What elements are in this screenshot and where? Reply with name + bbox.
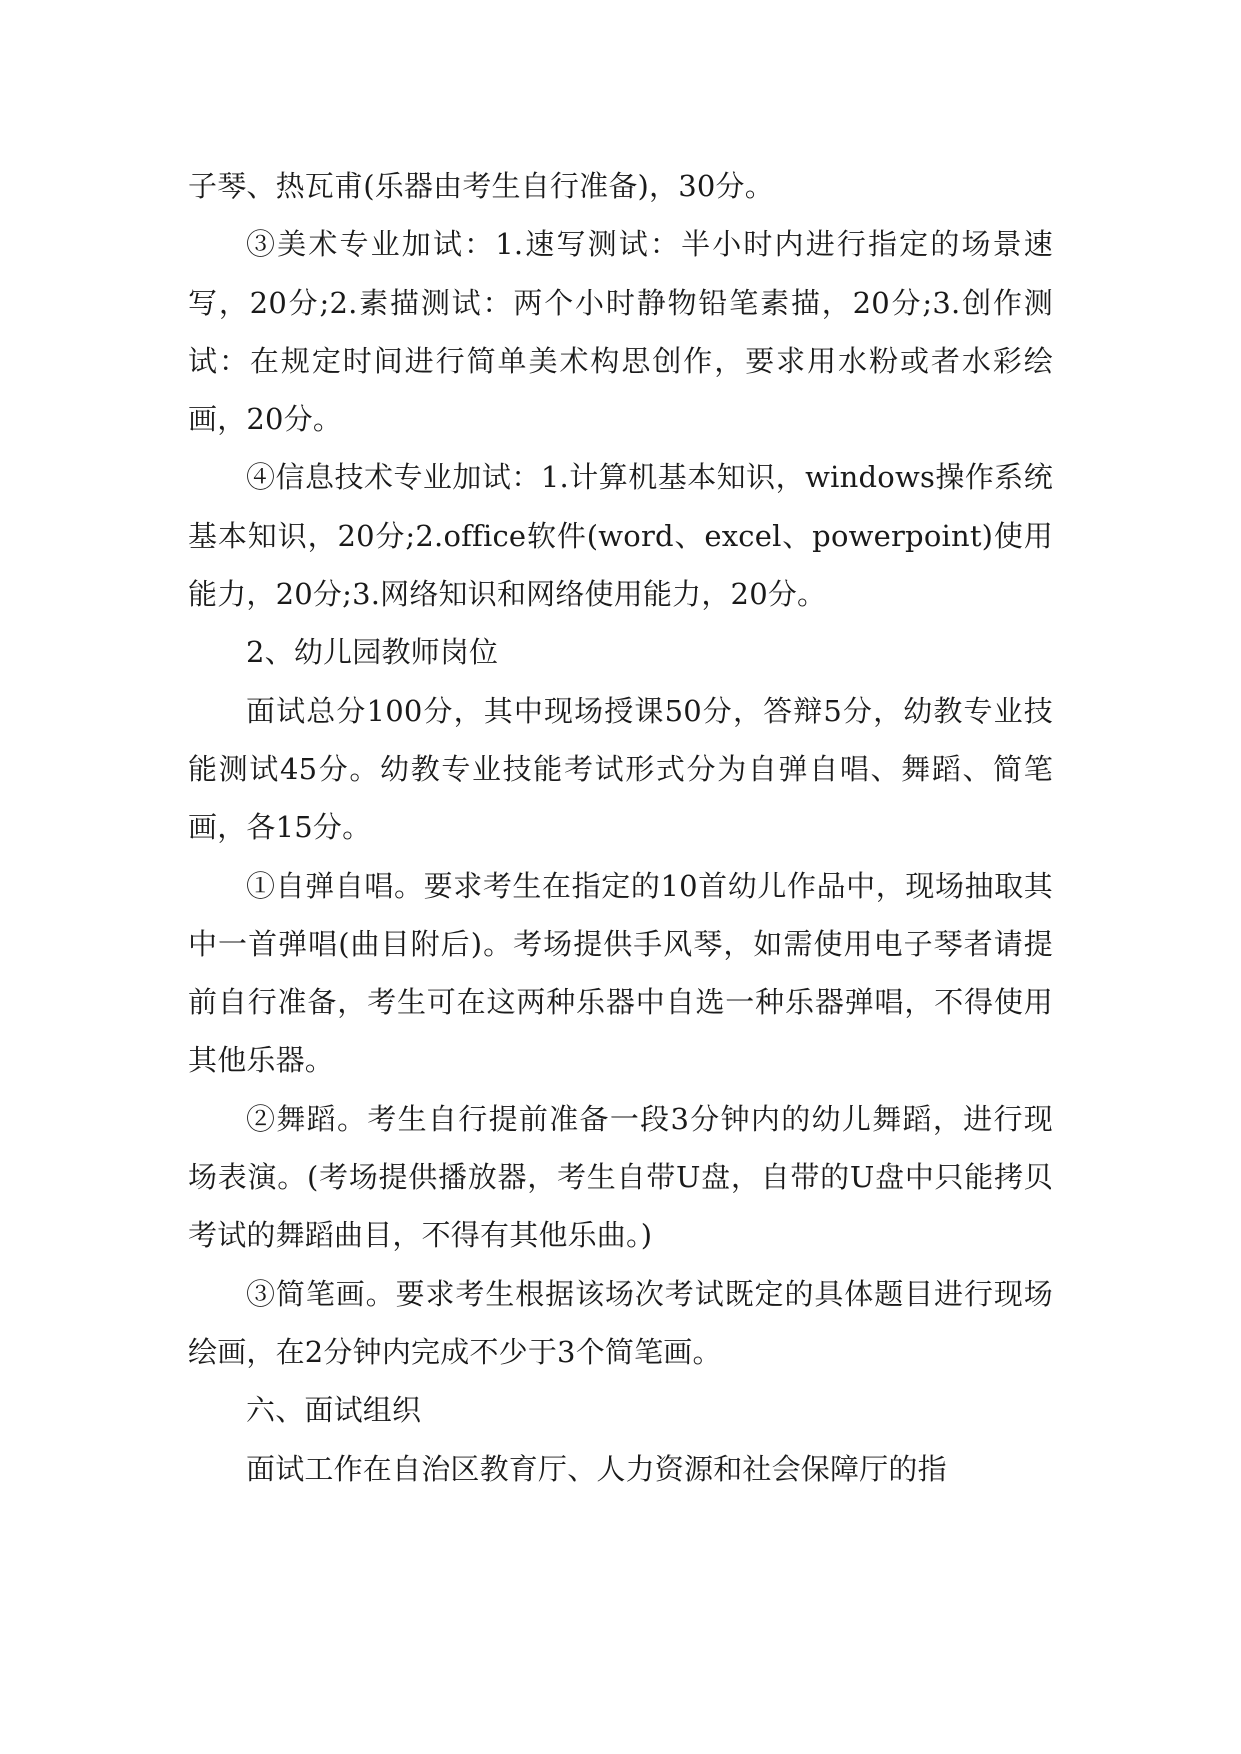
paragraph-8: ③简笔画。要求考生根据该场次考试既定的具体题目进行现场绘画，在2分钟内完成不少于3个简笔画。 [188,1276,1053,1369]
document-body [188,157,1053,1498]
paragraph-10: 面试工作在自治区教育厅、人力资源和社会保障厅的指 [246,1451,947,1486]
paragraph-2: ③美术专业加试：1.速写测试：半小时内进行指定的场景速写，20分;2.素描测试：两个小时静物铅笔素描，20分;3.创作测试：在规定时间进行简单美术构思创作，要求用水粉或者水彩绘画，20分。 [188,227,1053,437]
paragraph-7: ②舞蹈。考生自行提前准备一段3分钟内的幼儿舞蹈，进行现场表演。(考场提供播放器，考生自带U盘，自带的U盘中只能拷贝考试的舞蹈曲目，不得有其他乐曲。) [188,1101,1053,1253]
section-heading-kindergarten: 2、幼儿园教师岗位 [246,635,499,670]
paragraph-5: 面试总分100分，其中现场授课50分，答辩5分，幼教专业技能测试45分。幼教专业技能考试形式分为自弹自唱、舞蹈、简笔画，各15分。 [188,693,1053,845]
paragraph-3: ④信息技术专业加试：1.计算机基本知识，windows操作系统基本知识，20分;2.office软件(word、excel、powerpoint)使用能力，20分;3.网络知识和网络使用能力，20分。 [188,460,1053,612]
paragraph-1: 子琴、热瓦甫(乐器由考生自行准备)，30分。 [188,169,774,203]
paragraph-6: ①自弹自唱。要求考生在指定的10首幼儿作品中，现场抽取其中一首弹唱(曲目附后)。考场提供手风琴，如需使用电子琴者请提前自行准备，考生可在这两种乐器中自选一种乐器弹唱，不得使用其他乐器。 [188,868,1053,1078]
section-heading-interview-organization: 六、面试组织 [246,1393,422,1428]
